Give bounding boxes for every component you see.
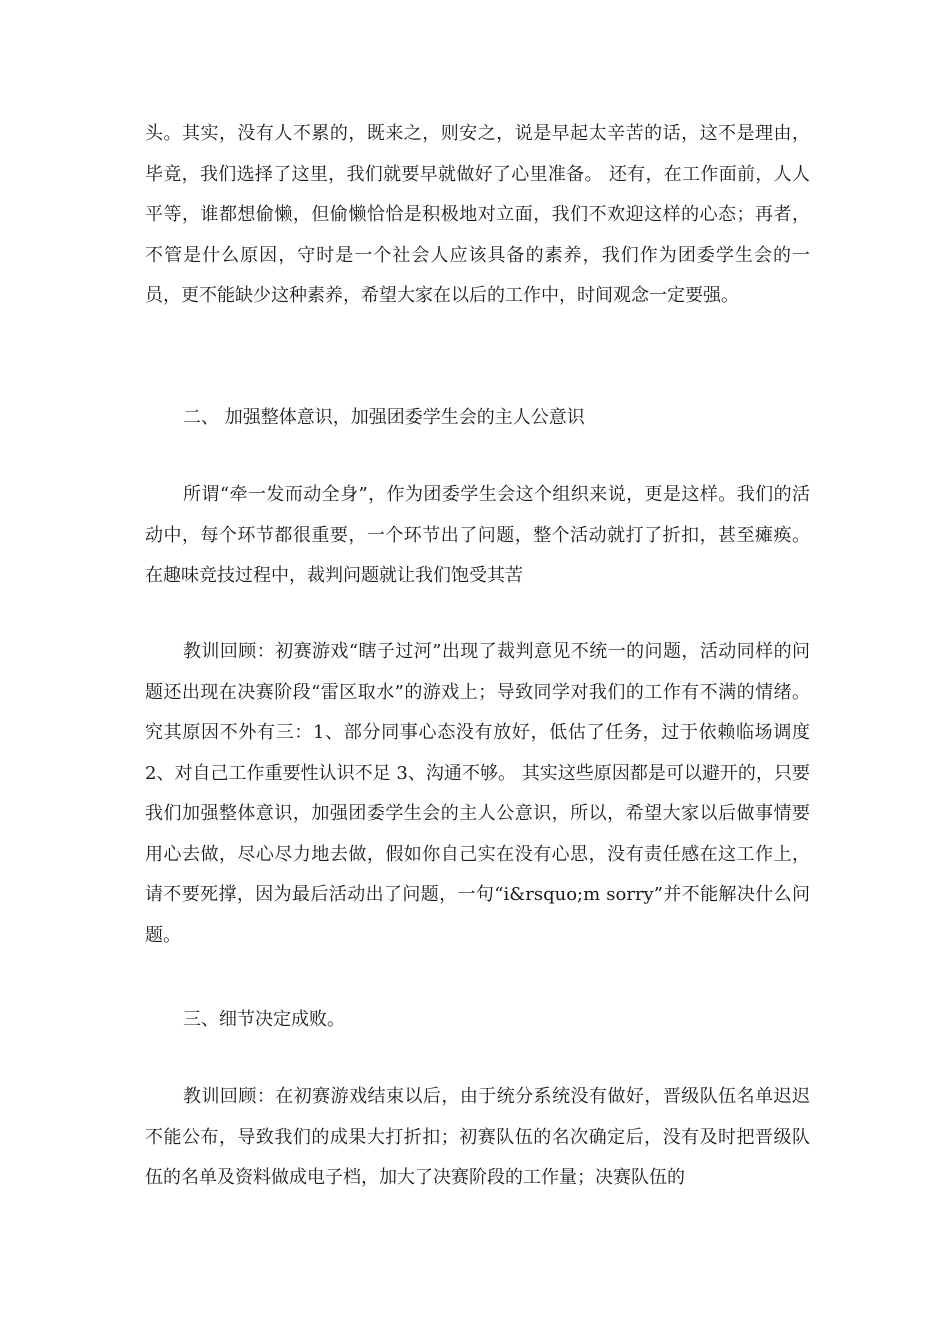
section-heading-two: 二、 加强整体意识，加强团委学生会的主人公意识 <box>183 407 585 428</box>
paragraph-continuation: 头。其实，没有人不累的，既来之，则安之，说是早起太辛苦的话，这不是理由，毕竟，我们选择了这里，我们就要早就做好了心里准备。 还有，在工作面前，人人平等，谁都想偷懒，但偷懒恰恰是积极地对立面，我们不欢迎这样的心态；再者，不管是什么原因，守时是一个社会人应该具备的素养，我们作为团委学生会的一员，更不能缺少这种素养，希望大家在以后的工作中，时间观念一定要强。 <box>145 123 810 306</box>
section-heading-three: 三、细节决定成败。 <box>183 1009 345 1030</box>
paragraph-lesson-review-scoring: 教训回顾：在初赛游戏结束以后，由于统分系统没有做好，晋级队伍名单迟迟不能公布，导致我们的成果大打折扣；初赛队伍的名次确定后，没有及时把晋级队伍的名单及资料做成电子档，加大了决赛阶段的工作量；决赛队伍的 <box>145 1086 810 1188</box>
paragraph-whole-body: 所谓“牵一发而动全身”，作为团委学生会这个组织来说，更是这样。我们的活动中，每个环节都很重要，一个环节出了问题，整个活动就打了折扣，甚至瘫痪。在趣味竞技过程中，裁判问题就让我们饱受其苦 <box>145 484 810 586</box>
paragraph-lesson-review-judging: 教训回顾：初赛游戏“瞎子过河”出现了裁判意见不统一的问题，活动同样的问题还出现在决赛阶段“雷区取水”的游戏上；导致同学对我们的工作有不满的情绪。究其原因不外有三：1、部分同事心态没有放好，低估了任务，过于依赖临场调度 2、对自己工作重要性认识不足 3、沟通不够。 其实这些原因都是可以避开的，只要我们加强整体意识，加强团委学生会的主人公意识，所以，希望大家以后做事情要用心去做，尽心尽力地去做，假如你自己实在没有心思，没有责任感在这工作上，请不要死撑，因为最后活动出了问题，一句“i&rsquo;m sorry”并不能解决什么问题。 <box>145 641 810 946</box>
